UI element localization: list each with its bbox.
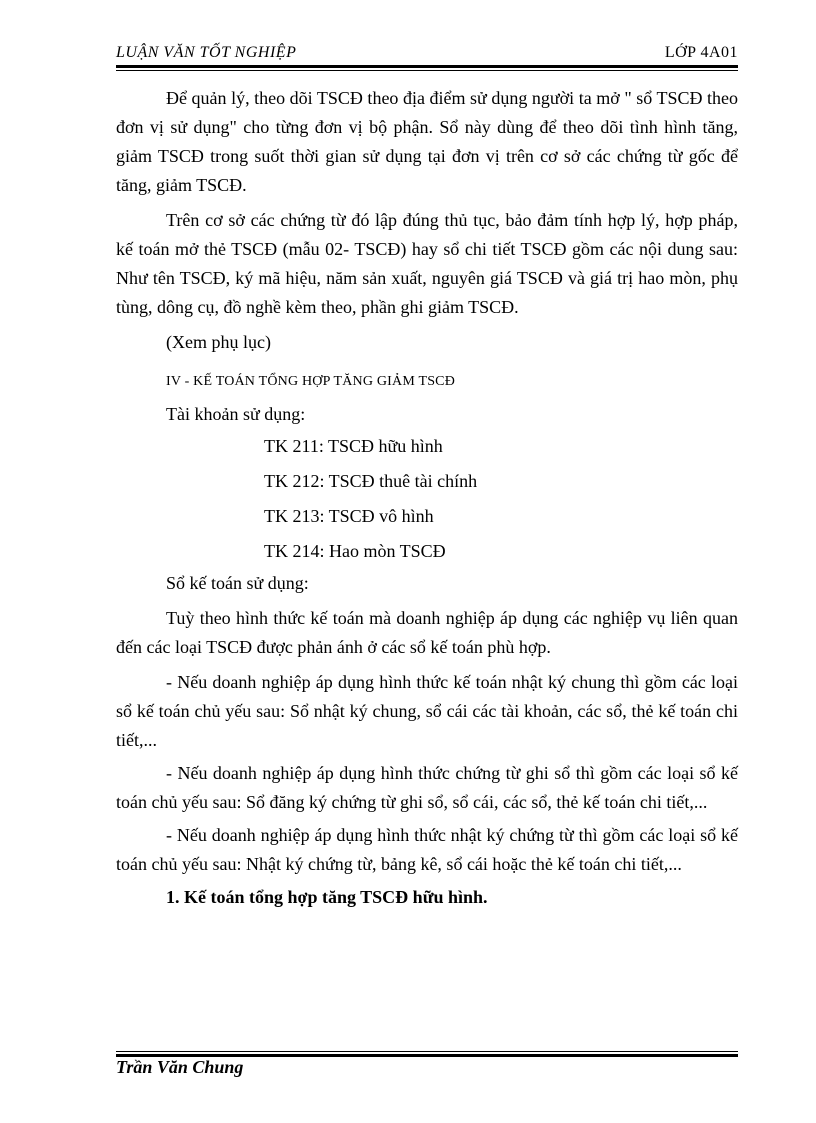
page-body [116,84,738,912]
dash-item-2: - Nếu doanh nghiệp áp dụng hình thức chứng từ ghi sổ thì gồm các loại sổ kế toán chủ yếu sau: Sổ đăng ký chứng từ ghi sổ, sổ cái, các sổ, thẻ kế toán chi tiết,... [116,763,738,812]
accounts-list [116,429,738,569]
books-intro: Sổ kế toán sử dụng: [166,573,309,593]
paragraph-1: Để quản lý, theo dõi TSCĐ theo địa điểm sử dụng người ta mở " sổ TSCĐ theo đơn vị sử dụng" cho từng đơn vị bộ phận. Sổ này dùng để theo dõi tình hình tăng, giảm TSCĐ trong suốt thời gian sử dụng tại đơn vị trên cơ sở các chứng từ gốc để tăng, giảm TSCĐ. [116,88,738,195]
footer-author: Trần Văn Chung [116,1057,244,1077]
account-item: TK 213: TSCĐ vô hình [264,506,434,526]
appendix-note: (Xem phụ lục) [166,332,271,352]
accounts-intro: Tài khoản sử dụng: [166,404,306,424]
section-title: IV - KẾ TOÁN TỔNG HỢP TĂNG GIẢM TSCĐ [166,374,456,389]
dash-item-3: - Nếu doanh nghiệp áp dụng hình thức nhật ký chứng từ thì gồm các loại sổ kế toán chủ yếu sau: Nhật ký chứng từ, bảng kê, sổ cái hoặc thẻ kế toán chi tiết,... [116,825,738,874]
header-rule-thick [116,65,738,68]
paragraph-2: Trên cơ sở các chứng từ đó lập đúng thủ tục, bảo đảm tính hợp lý, hợp pháp, kế toán mở thẻ TSCĐ (mẫu 02- TSCĐ) hay sổ chi tiết TSCĐ gồm các nội dung sau: Như tên TSCĐ, ký mã hiệu, năm sản xuất, nguyên giá TSCĐ và giá trị hao mòn, phụ tùng, dông cụ, đồ nghề kèm theo, phần ghi giảm TSCĐ. [116,210,738,317]
subsection-heading: 1. Kế toán tổng hợp tăng TSCĐ hữu hình. [166,887,488,907]
header-class-code: LỚP 4A01 [664,44,738,61]
account-item: TK 212: TSCĐ thuê tài chính [264,471,478,491]
account-item: TK 211: TSCĐ hữu hình [264,436,443,456]
header-thesis-title: LUẬN VĂN TỐT NGHIỆP [116,44,297,61]
header-rule-thin [116,70,738,71]
account-item: TK 214: Hao mòn TSCĐ [264,541,446,561]
footer-rule-thin [116,1051,738,1052]
paragraph-4: Tuỳ theo hình thức kế toán mà doanh nghiệp áp dụng các nghiệp vụ liên quan đến các loại TSCĐ được phản ánh ở các sổ kế toán phù hợp. [116,608,738,657]
page-header [116,44,738,64]
dash-item-1: - Nếu doanh nghiệp áp dụng hình thức kế toán nhật ký chung thì gồm các loại sổ kế toán chủ yếu sau: Sổ nhật ký chung, sổ cái các tài khoản, các sổ, thẻ kế toán chi tiết,... [116,672,738,750]
